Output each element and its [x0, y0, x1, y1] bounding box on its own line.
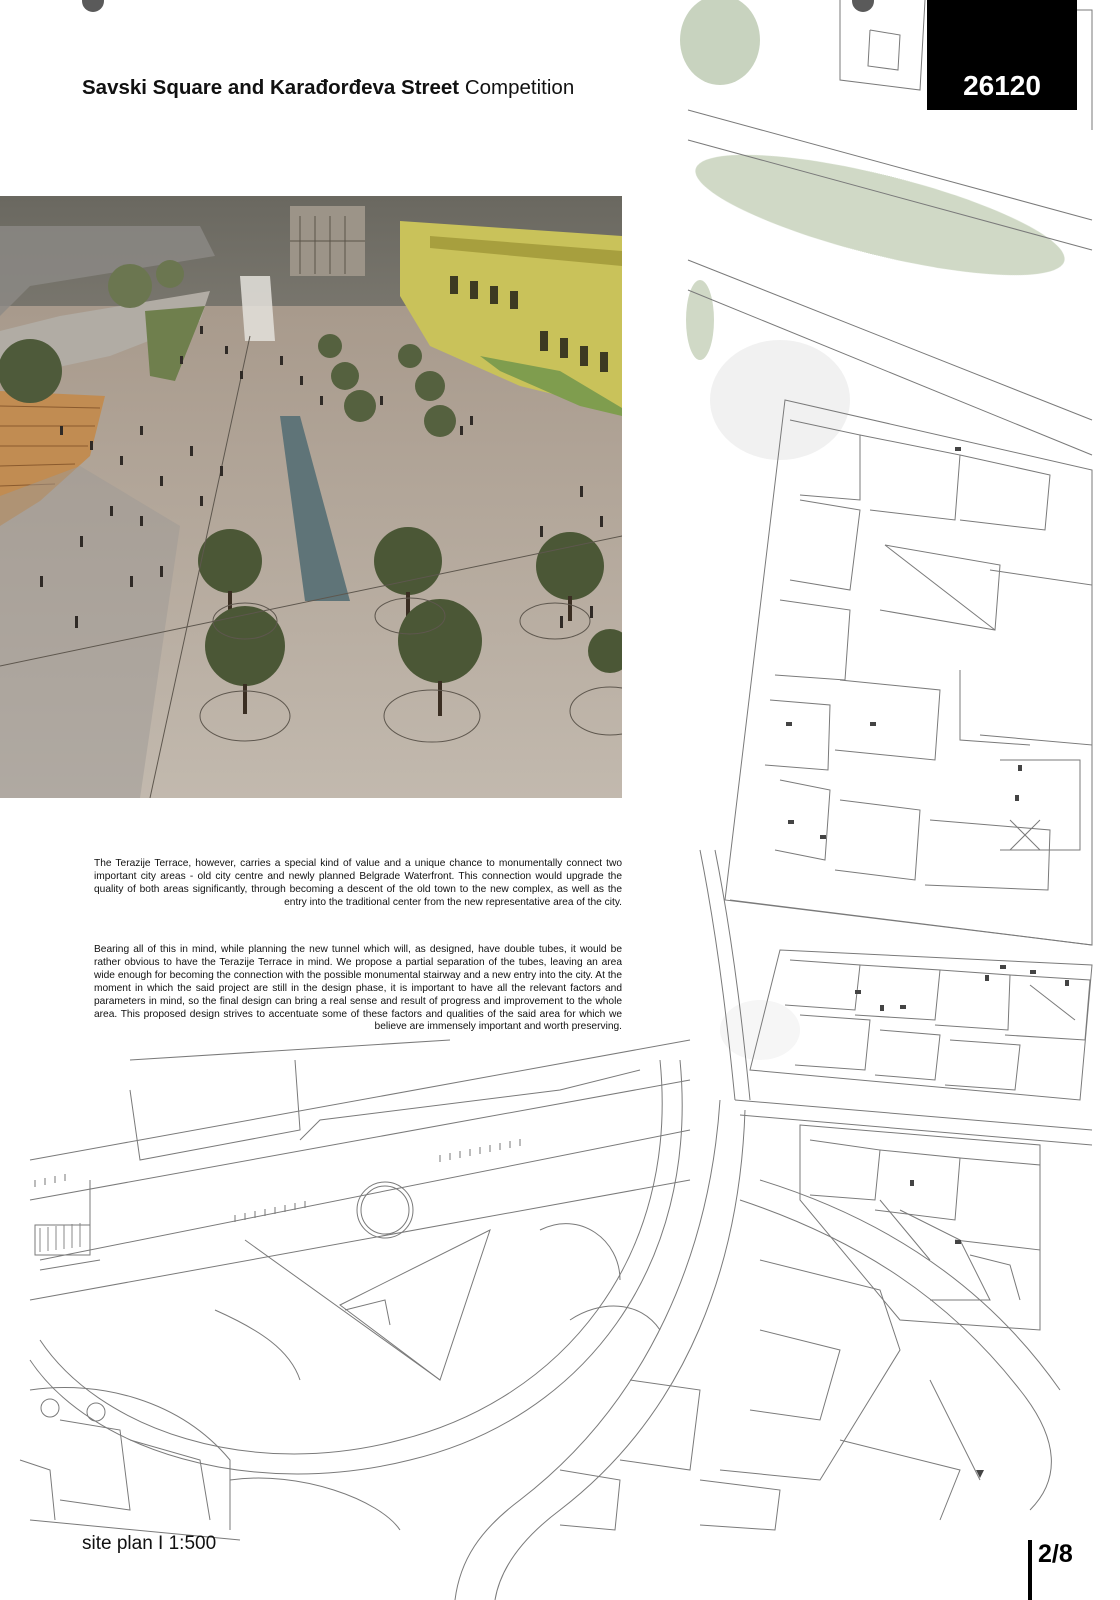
description-paragraph-2: Bearing all of this in mind, while planning the new tunnel which will, as designed, have double tubes, it would be rather obvious to have the Terazije Terrace in mind. We propose a partial separation of the tubes, leaving an area wide enough for becoming the connection with the possible monumental stairway and a new entry into the city. At the moment in which the said project are still in the design phase, it is important to have all the relevant factors and parameters in mind, so the final design can bring a real sense and result of progress and improvement to the whole area. This proposed design strives to accentuate some of these factors and qualities of the said area for which we believe are immensely important and worth preserving.: [94, 944, 622, 1033]
description-paragraph-1: The Terazije Terrace, however, carries a special kind of value and a unique chance to monumentally connect two important city areas - old city centre and newly planned Belgrade Waterfront. This connection would upgrade the quality of both areas significantly, through becoming a descent of the old town to the new complex, as well as the entry into the traditional center from the new representative area of the city.: [94, 858, 622, 908]
entry-code-box: [927, 0, 1077, 110]
page-number: 2/8: [1038, 1540, 1073, 1568]
title-bold: Savski Square and Karađorđeva Street: [82, 76, 460, 99]
site-plan-caption: site plan I 1:500: [82, 1533, 217, 1554]
page-number-divider: [1028, 1540, 1032, 1600]
entry-code: 26120: [963, 70, 1041, 101]
title-regular: Competition: [464, 76, 575, 99]
page-title: [82, 76, 574, 100]
perspective-render: [0, 196, 622, 798]
fountain: [240, 276, 275, 341]
